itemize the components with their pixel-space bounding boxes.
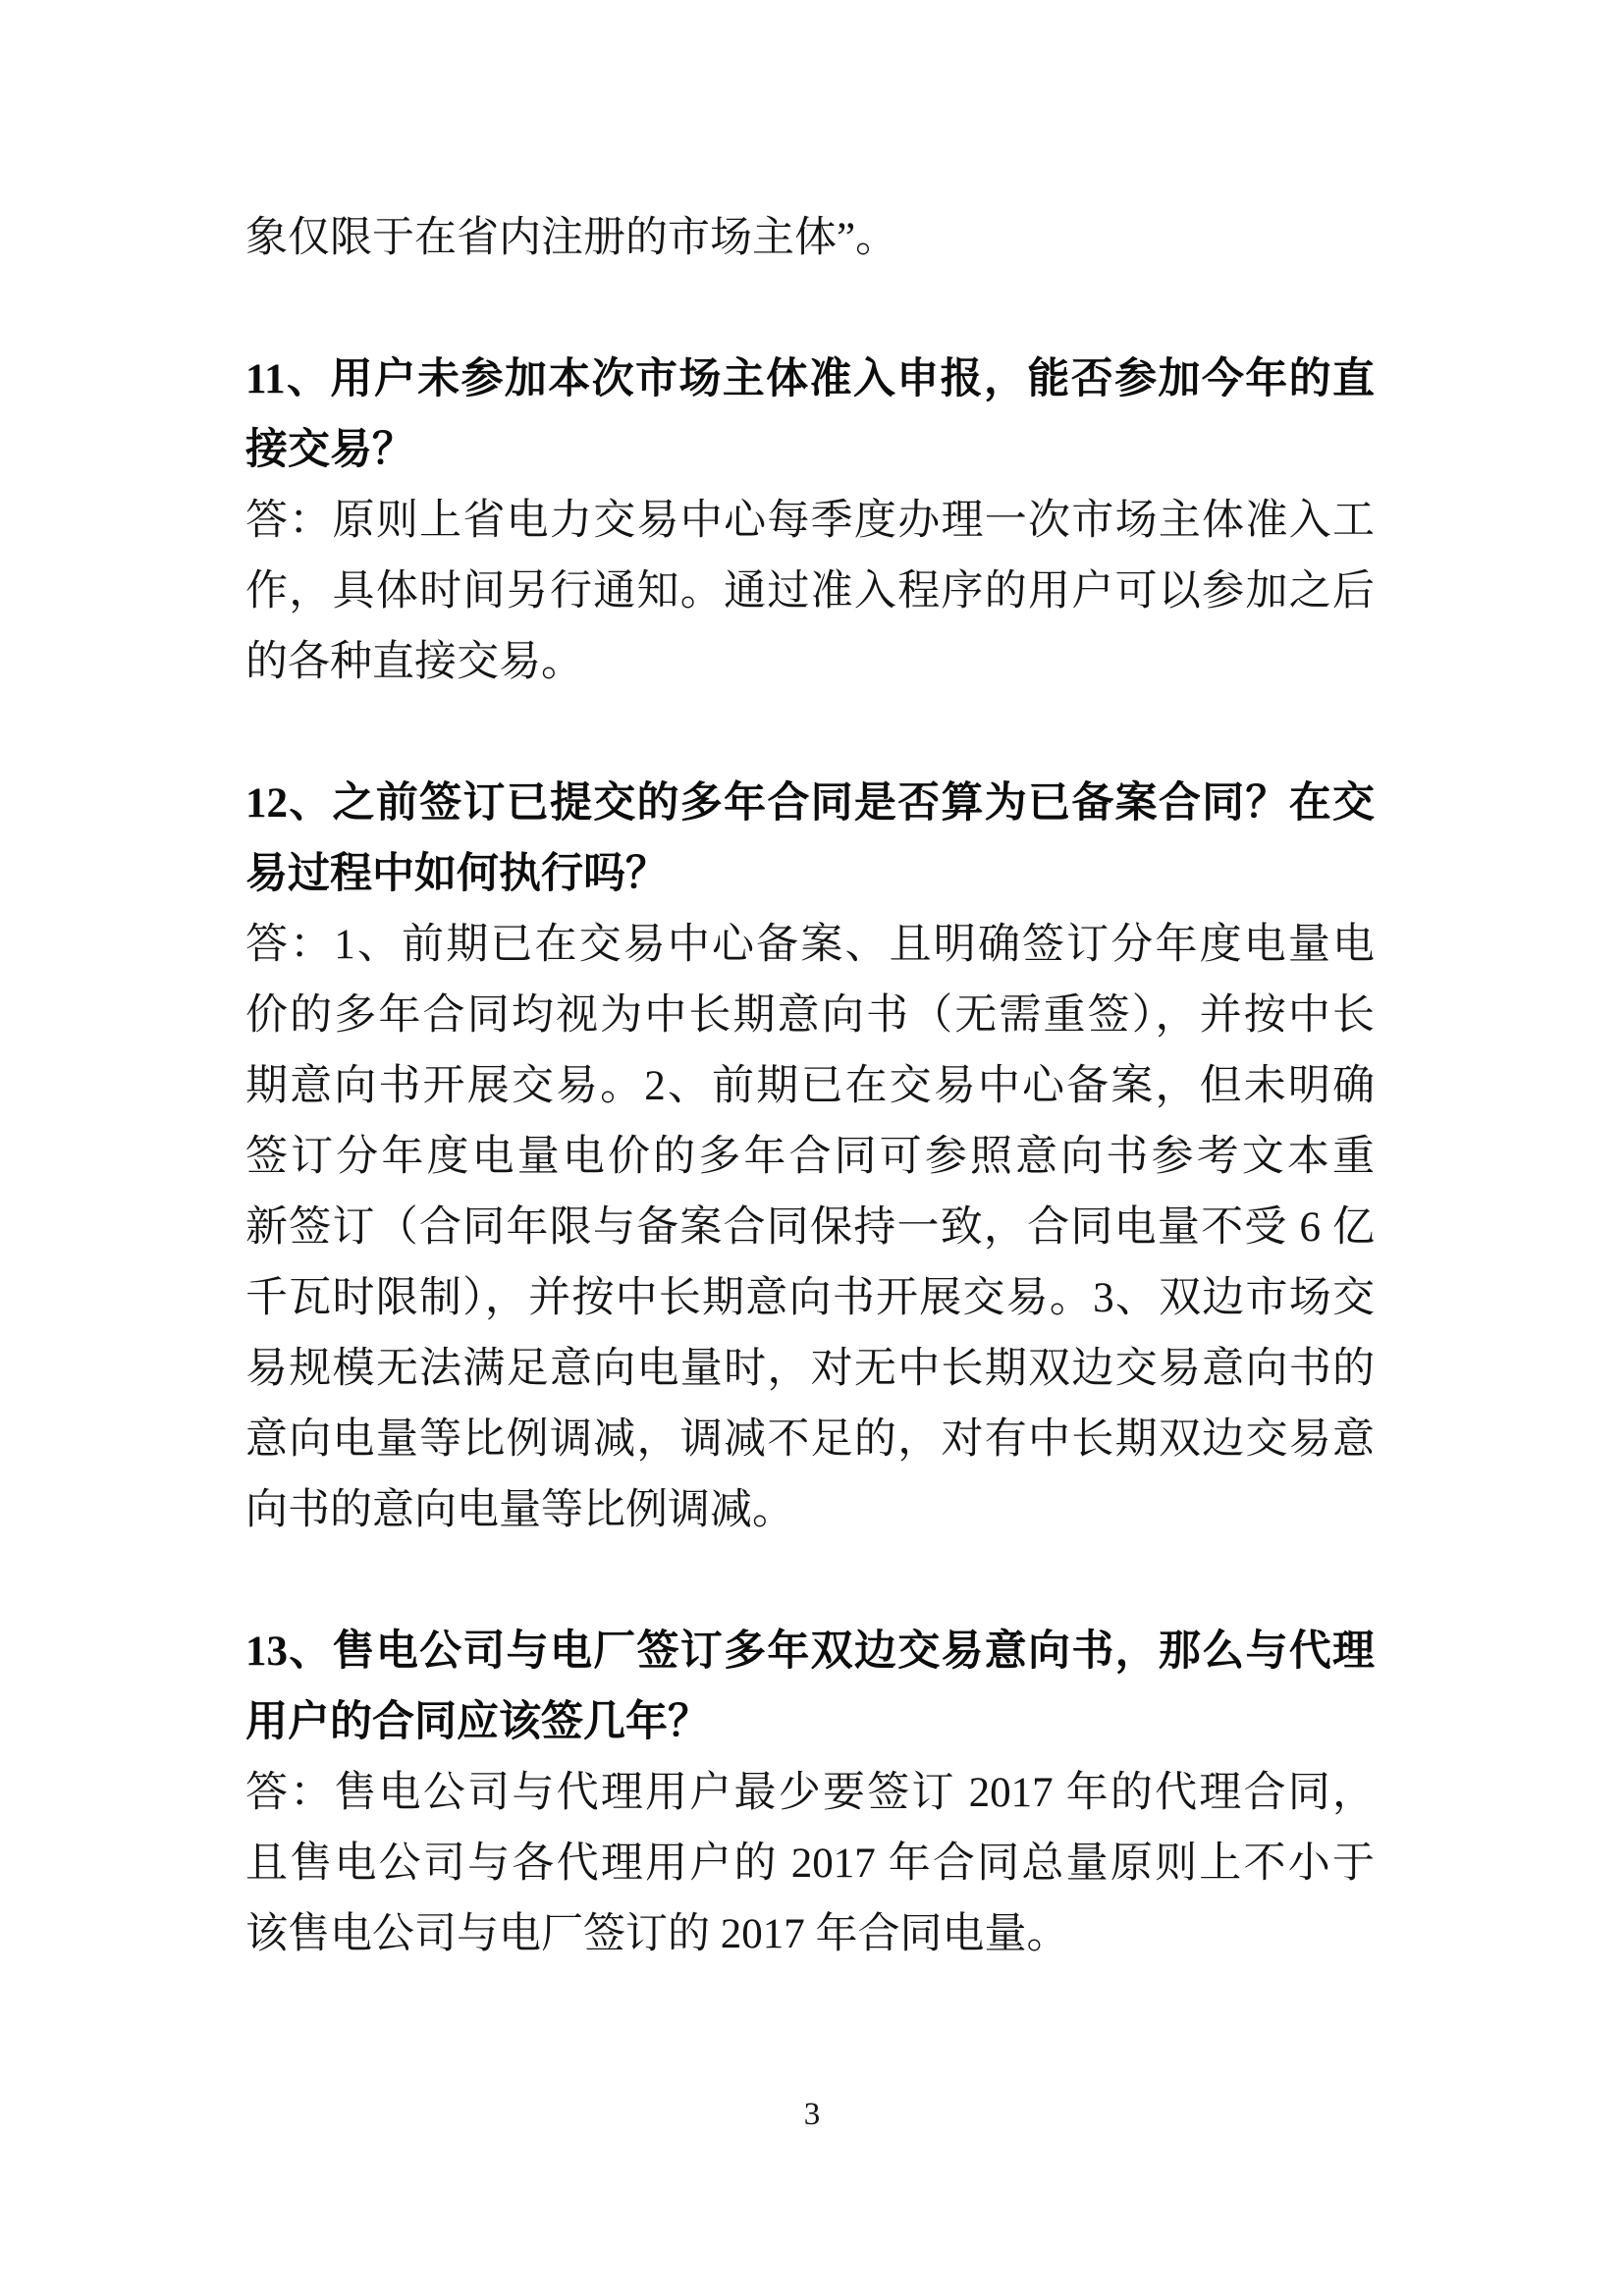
text-line: 13、售电公司与电厂签订多年双边交易意向书，那么与代理 <box>245 1629 1375 1675</box>
answer-12-paragraph <box>245 910 1375 1546</box>
text-line: 易规模无法满足意向电量时，对无中长期双边交易意向书的 <box>245 1346 1375 1392</box>
text-line: 易过程中如何执行吗？ <box>245 851 668 897</box>
paragraph-intro-continuation <box>245 203 1375 274</box>
text-line: 12、之前签订已提交的多年合同是否算为已备案合同？在交 <box>245 780 1375 827</box>
text-line: 答：原则上省电力交易中心每季度办理一次市场主体准入工 <box>245 498 1375 544</box>
answer-11-paragraph <box>245 486 1375 698</box>
text-line: 用户的合同应该签几年？ <box>245 1699 710 1745</box>
text-line: 的各种直接交易。 <box>245 639 583 685</box>
text-line: 象仅限于在省内注册的市场主体”。 <box>245 215 898 261</box>
text-line: 答：售电公司与代理用户最少要签订 2017 年的代理合同， <box>245 1770 1375 1816</box>
text-line: 11、用户未参加本次市场主体准入申报，能否参加今年的直 <box>245 356 1375 402</box>
page-number: 3 <box>803 2097 821 2132</box>
text-line: 答：1、前期已在交易中心备案、且明确签订分年度电量电 <box>245 922 1375 968</box>
question-13-heading <box>245 1617 1375 1758</box>
text-line: 价的多年合同均视为中长期意向书（无需重签），并按中长 <box>245 992 1375 1039</box>
text-line: 签订分年度电量电价的多年合同可参照意向书参考文本重 <box>245 1134 1375 1180</box>
text-line: 意向电量等比例调减，调减不足的，对有中长期双边交易意 <box>245 1416 1375 1463</box>
question-12-heading <box>245 769 1375 910</box>
text-line: 期意向书开展交易。2、前期已在交易中心备案，但未明确 <box>245 1063 1375 1109</box>
text-line: 且售电公司与各代理用户的 2017 年合同总量原则上不小于 <box>245 1841 1375 1887</box>
text-line: 新签订（合同年限与备案合同保持一致，合同电量不受 6 亿 <box>245 1204 1375 1251</box>
text-line: 千瓦时限制），并按中长期意向书开展交易。3、双边市场交 <box>245 1275 1375 1321</box>
text-line: 作，具体时间另行通知。通过准入程序的用户可以参加之后 <box>245 568 1375 614</box>
document-body <box>245 203 1375 1970</box>
text-line: 该售电公司与电厂签订的 2017 年合同电量。 <box>245 1911 1069 1957</box>
text-line: 接交易？ <box>245 427 414 473</box>
question-11-heading <box>245 345 1375 486</box>
text-line: 向书的意向电量等比例调减。 <box>245 1487 794 1533</box>
answer-13-paragraph <box>245 1758 1375 1970</box>
